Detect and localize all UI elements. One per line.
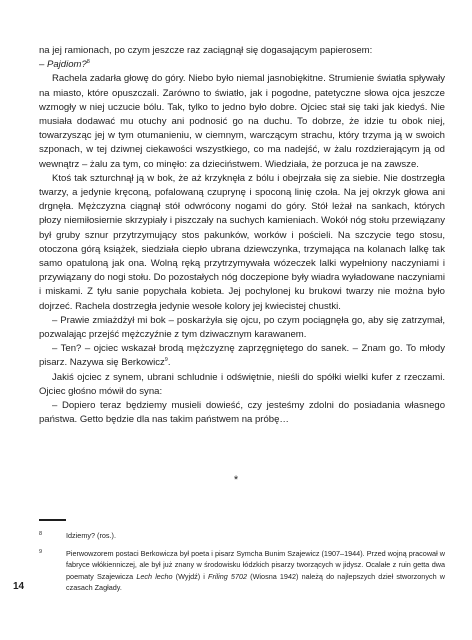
page-number: 14 [13, 581, 25, 592]
footnote-number: 8 [39, 531, 43, 537]
paragraph: Ktoś tak szturchnął ją w bok, że aż krzyknęła z bólu i obejrzała się za siebie. Nie dostrzegła twarzy, a jedynie kręconą, pofalowaną czuprynę i spoconą linię czoła. Na jej okrzyk głowa ani drgnęła. Mężczyzna ciągnął stół odwrócony nogami do góry. Stół leżał na sankach, których płozy niemiłosiernie skrzypiały i piszczały na suchych kamieniach. Wokół nóg stołu przewiązany był gruby sznur przytrzymujący stos pakunków, worków i pościeli. Na szczycie tego stosu, otoczona górą książek, siedziała ciepło ubrana dziewczynka, trzymająca na kolanach lalkę tak samo opatuloną jak ona. Wolną ręką przytrzymywała wózeczek lalki wypełniony naczyniami i przywiązany do nogi stołu. Do pozostałych nóg doczepione były wiadra wyładowane naczyniami i miskami. Z tyłu sanie popychała kobieta. Jej pochylonej ku brukowi twarzy nie można było dojrzeć. Rachela dostrzegła jedynie wesołe kolory jej kwiecistej chustki. [39, 172, 445, 312]
dialogue-line [39, 58, 445, 72]
footnotes [39, 530, 445, 594]
footnote [39, 548, 445, 594]
book-title: Friling 5702 [208, 571, 248, 581]
footnote-ref: 8 [86, 59, 90, 66]
paragraph [39, 342, 445, 370]
paragraph-text: – Ten? – ojciec wskazał brodą mężczyznę zaprzęgniętego do sanek. – Znam go. To młody pisarz. Nazywa się Berkowicz [39, 343, 445, 369]
book-title: Lech lecho [136, 571, 173, 581]
footnote-text: Pierwowzorem postaci Berkowicza był poeta i pisarz Symcha Bunim Szajewicz (1907–1944). Przed wojną pracował w fabryce włókienniczej, ale był już znany w środowisku łódzkich pisarzy tworzących w jidysz. Ocalałe z ruin getta dwa poematy Szajewicza Lech lecho (Wyjdź) i Friling 5702 (Wiosna 1942) należą do najlepszych dzieł stworzonych w czasach Zagłady. [66, 548, 445, 593]
paragraph: – Prawie zmiażdżył mi bok – poskarżyła się ojcu, po czym pociągnęła go, aby się zatrzymał, pozwalając przejść mężczyźnie z tym dziwacznym karawanem. [39, 314, 445, 341]
paragraph-text-end: . [167, 357, 171, 369]
main-text [39, 44, 445, 427]
footnote-number: 9 [39, 548, 43, 555]
footnote-text: Idziemy? (ros.). [66, 531, 116, 540]
paragraph: Rachela zadarła głowę do góry. Niebo było niemal jasnobiękitne. Strumienie światła spływały na miasto, które opuszczali. Zarówno to światło, jak i pogodne, patetyczne słowa ojca jeszcze wzmogły w niej uczucie bólu. Tak, tylko to jedno było dobre. Ojciec stał się taki jak kiedyś. Nie musiała dodawać mu otuchy ani podnosić go na duchu. To dobrze, że idzie tu obok niej, towarzysząc jej w tym otumanieniu, w ciemnym, warczącym strachu, który trzyma ją w swoich szponach, w tej dziwnej ciekawości wszystkiego, co ma nadejść, w żalu rozdzierającym ją od wewnątrz – żalu za tym, co minęło: za dzieciństwem. Wiedziała, że porzuca je na zawsze. [39, 73, 445, 170]
paragraph: Jakiś ojciec z synem, ubrani schludnie i odświętnie, nieśli do spółki wielki kufer z rzeczami. Ojciec głośno mówił do syna: [39, 371, 445, 397]
footnote [39, 530, 445, 541]
footnote-ref: 9 [164, 357, 168, 364]
dialogue-text: – Pajdiom? [39, 59, 87, 71]
section-break: * [233, 474, 239, 486]
footnote-separator [39, 519, 66, 521]
paragraph: na jej ramionach, po czym jeszcze raz zaciągnął się dogasającym papierosem: [39, 45, 373, 56]
paragraph: – Dopiero teraz będziemy musieli dowieść, czy jesteśmy zdolni do posiadania własnego państwa. Getto będzie dla nas takim państwem na próbę… [39, 400, 445, 426]
